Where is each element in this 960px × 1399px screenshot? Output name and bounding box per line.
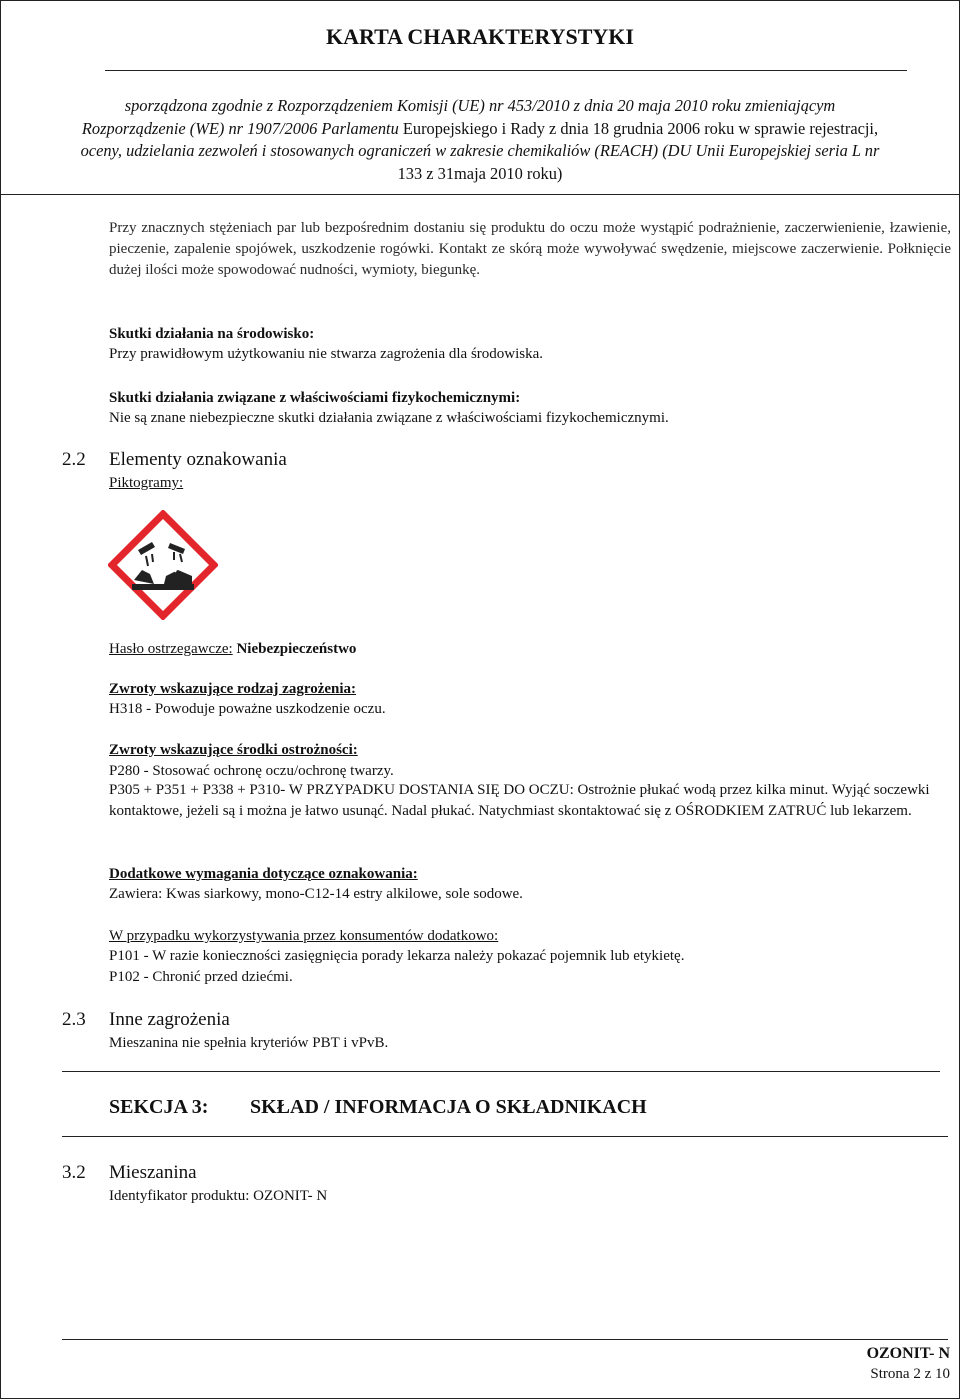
footer-page-number: Strona 2 z 10 — [870, 1366, 950, 1382]
section-2-3-title: Inne zagrożenia — [109, 1009, 230, 1030]
consumer-p102: P102 - Chronić przed dziećmi. — [109, 969, 293, 985]
document-subtitle — [40, 95, 920, 185]
physchem-heading: Skutki działania związane z właściwościami fizykochemicznymi: — [109, 390, 521, 406]
section-2-2-title: Elementy oznakowania — [109, 449, 287, 470]
hazard-statements-heading: Zwroty wskazujące rodzaj zagrożenia: — [109, 681, 357, 697]
section-2-3-text: Mieszanina nie spełnia kryteriów PBT i vPvB. — [109, 1035, 389, 1051]
section-3-label: SEKCJA 3: — [109, 1096, 209, 1118]
corrosion-pictogram-icon — [108, 510, 218, 620]
health-effects-paragraph: Przy znacznych stężeniach par lub bezpośrednim dostaniu się produktu do oczu może wystąpić podrażnienie, zaczerwienienie, łzawienie, pieczenie, zapalenie spojówek, uszkodzenie rogówki. Kontakt ze skórą może wywoływać swędzenie, miejscowe zaczerwienie. Połknięcie dużej ilości może spowodować nudności, wymioty, biegunkę. — [109, 220, 951, 278]
subtitle-line-2b: Europejskiego i Rady z dnia 18 grudnia 2006 roku w sprawie rejestracji, — [402, 118, 879, 138]
env-text: Przy prawidłowym użytkowaniu nie stwarza zagrożenia dla środowiska. — [109, 346, 544, 362]
section-3-2-title: Mieszanina — [109, 1162, 197, 1183]
footer-product-name: OZONIT- N — [866, 1345, 950, 1362]
hazard-statement-h318: H318 - Powoduje poważne uszkodzenie oczu. — [109, 701, 386, 717]
signal-word-label: Hasło ostrzegawcze: — [109, 641, 233, 657]
section-3-rule-top — [62, 1071, 940, 1072]
subtitle-line-1: sporządzona zgodnie z Rozporządzeniem Komisji (UE) nr 453/2010 z dnia 20 maja 2010 roku zmieniającym — [124, 96, 836, 115]
section-2-3-number: 2.3 — [62, 1009, 86, 1030]
env-heading: Skutki działania na środowisko: — [109, 326, 315, 342]
title-underline — [105, 70, 907, 71]
additional-labelling-text: Zawiera: Kwas siarkowy, mono-C12-14 estry alkilowe, sole sodowe. — [109, 886, 523, 902]
subtitle-line-4: 133 z 31maja 2010 roku) — [397, 163, 563, 183]
subtitle-line-3: oceny, udzielania zezwoleń i stosowanych ograniczeń w zakresie chemikaliów (REACH) (DU Unii Europejskiej seria L nr — [80, 141, 880, 161]
product-identifier: Identyfikator produktu: OZONIT- N — [109, 1188, 328, 1204]
consumer-heading: W przypadku wykorzystywania przez konsumentów dodatkowo: — [109, 928, 499, 944]
precautionary-statements-heading: Zwroty wskazujące środki ostrożności: — [109, 742, 358, 758]
section-3-title: SKŁAD / INFORMACJA O SKŁADNIKACH — [250, 1096, 647, 1118]
footer-rule — [62, 1339, 948, 1340]
pictograms-label: Piktogramy: — [109, 475, 184, 491]
document-title: KARTA CHARAKTERYSTYKI — [326, 24, 634, 49]
consumer-p101: P101 - W razie konieczności zasięgnięcia porady lekarza należy pokazać pojemnik lub etykietę. — [109, 948, 685, 964]
header-separator — [0, 194, 960, 195]
precaution-p280: P280 - Stosować ochronę oczu/ochronę twarzy. — [109, 763, 394, 779]
subtitle-line-2 — [40, 118, 920, 141]
section-3-2-number: 3.2 — [62, 1162, 86, 1183]
additional-labelling-heading: Dodatkowe wymagania dotyczące oznakowania: — [109, 866, 418, 882]
precaution-p305: P305 + P351 + P338 + P310- W PRZYPADKU DOSTANIA SIĘ DO OCZU: Ostrożnie płukać wodą przez kilka minut. Wyjąć soczewki kontaktowe, jeżeli są i można je łatwo usunąć. Nadal płukać. Natychmiast skontaktować się z OŚRODKIEM ZATRUĆ lub lekarzem. — [109, 782, 930, 819]
signal-word-value: Niebezpieczeństwo — [236, 641, 357, 657]
subtitle-line-2a: Rozporządzenie (WE) nr 1907/2006 Parlamentu — [81, 118, 403, 138]
physchem-text: Nie są znane niebezpieczne skutki działania związane z właściwościami fizykochemicznymi. — [109, 410, 669, 426]
signal-word-row — [109, 639, 356, 659]
section-2-2-number: 2.2 — [62, 449, 86, 470]
section-3-rule-bottom — [62, 1136, 948, 1137]
